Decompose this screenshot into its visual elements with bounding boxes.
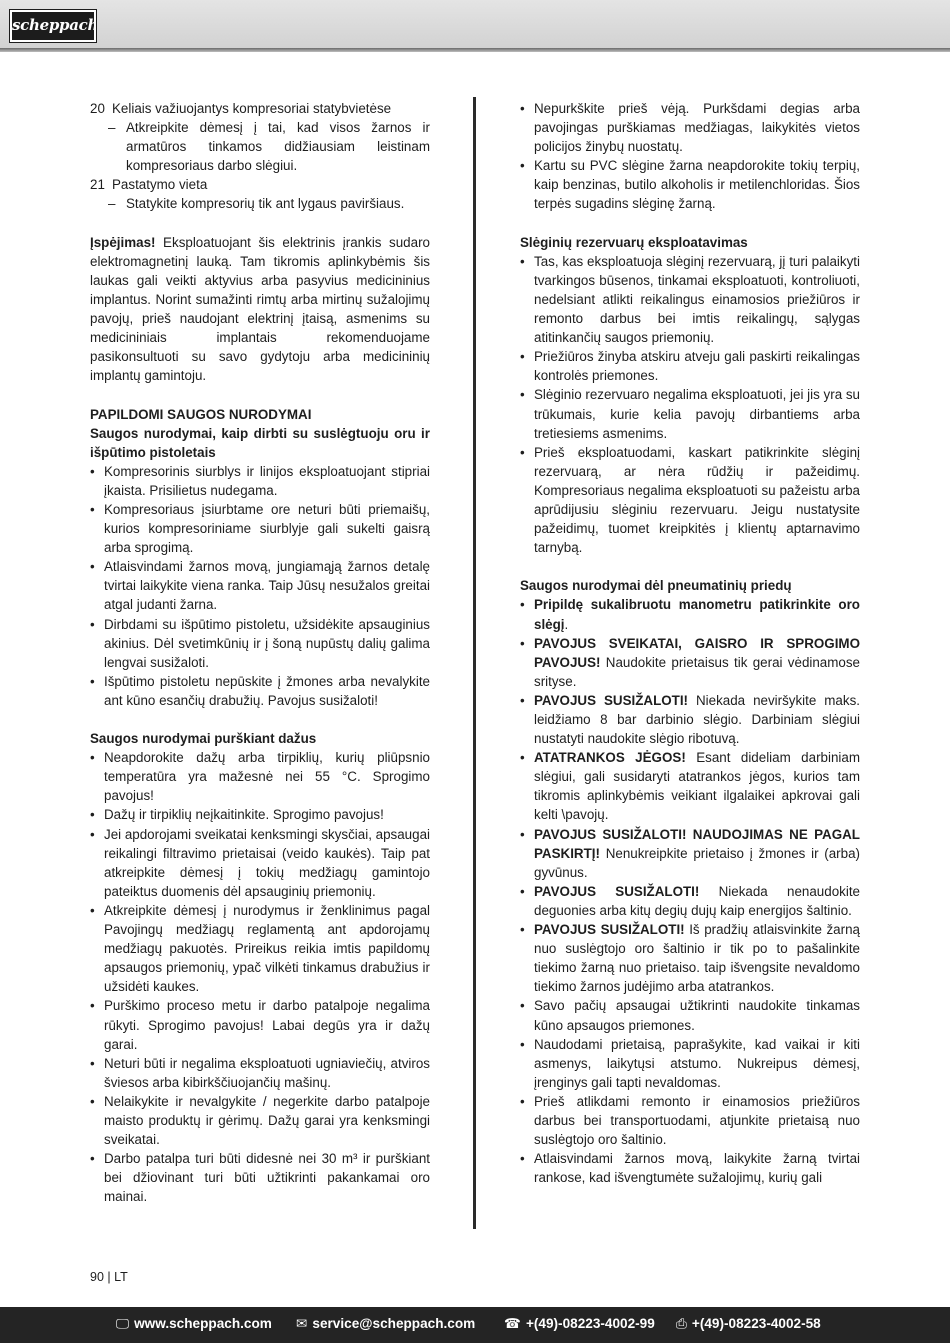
bullet-marker: • xyxy=(520,1036,525,1052)
list-item xyxy=(520,443,860,558)
bullet-marker: • xyxy=(520,883,525,899)
list-item xyxy=(520,99,860,156)
item-title: Keliais važiuojantys kompresoriai statybvietėse xyxy=(112,101,392,116)
list-item-text xyxy=(534,996,860,1034)
dash-item xyxy=(90,194,430,213)
list-item-text: Neturi būti ir negalima eksploatuoti ugniaviečių, atviros šviesos arba kibirkščiuojančių mašinų. xyxy=(104,1055,430,1090)
list-item xyxy=(520,825,860,882)
item-number: 20 xyxy=(90,101,105,116)
bullet-marker: • xyxy=(520,635,525,651)
list-item-body: Iš pradžių atlaisvinkite žarną nuo suslėgtojo oro šaltinio ir tik po to pašalinkite tiekimo žarną nuo prietaiso. taip išvengsite nevaldomo tiekimo žarnos judėjimo arba atatrankos. xyxy=(534,922,860,995)
header-divider xyxy=(0,48,950,52)
dash-text: Atkreipkite dėmesį į tai, kad visos žarnos ir armatūros tinkamos didžiausiam leistinam kompresoriaus darbo slėgiui. xyxy=(126,120,430,174)
list-item xyxy=(520,996,860,1034)
list-item-text: Kartu su PVC slėgine žarna neapdorokite tokių terpių, kaip benzinas, butilo alkoholis ir metilenchloridas. Šios terpės sugadins slėginę žarną. xyxy=(534,158,860,212)
list-item xyxy=(520,920,860,996)
list-item-body: Prieš atlikdami remonto ir einamosios priežiūros darbus bei transportuodami, atjunkite prietaisą nuo suslėgtojo oro šaltinio. xyxy=(534,1093,860,1148)
list-item-text: Atkreipkite dėmesį į nurodymus ir ženklinimus pagal Pavojingų medžiagų reglamentą ant apdorojamų medžiagų pakuotės. Prireikus reikia imtis papildomų apsaugos priemonių, ypač vilkėti tinkamus drabužius ir užsidėti kaukes. xyxy=(104,902,430,995)
bullet-marker: • xyxy=(90,616,95,632)
header-bar xyxy=(0,0,950,48)
bullet-marker: • xyxy=(520,101,525,116)
list-item-text xyxy=(534,920,860,996)
bullet-marker: • xyxy=(90,1151,95,1167)
subsection-title: Saugos nurodymai, kaip dirbti su suslėgtuoju oru ir išpūtimo pistoletais xyxy=(90,425,430,460)
list-item-emphasis: PAVOJUS SUSIŽALOTI! NAUDOJIMAS NE PAGAL PASKIRTĮ! xyxy=(534,826,860,861)
list-item-body: Nenukreipkite prietaiso į žmones ir (arba) gyvūnus. xyxy=(534,845,860,880)
list-item xyxy=(90,825,430,901)
bullet-marker: • xyxy=(520,750,525,766)
dash-marker: – xyxy=(108,196,116,212)
warning-label: Įspėjimas! xyxy=(90,234,156,250)
bullet-marker: • xyxy=(520,692,525,708)
bullet-list xyxy=(520,252,860,558)
right-column xyxy=(520,99,860,1187)
list-item-text xyxy=(534,691,860,748)
bullet-marker: • xyxy=(90,826,95,842)
subsection-title: Slėginių rezervuarų eksploatavimas xyxy=(520,234,748,250)
footer-email-text: service@scheppach.com xyxy=(312,1316,476,1331)
list-item-text: Dirbdami su išpūtimo pistoletu, užsidėkite apsauginius akinius. Dėl svetimkūnių ir į šoną nupūstų dalių galima lengvai susižaloti. xyxy=(104,616,430,670)
item-number: 21 xyxy=(90,177,105,193)
bullet-marker: • xyxy=(520,1151,525,1167)
list-item xyxy=(90,805,430,824)
bullet-marker: • xyxy=(520,253,525,269)
list-item-emphasis: PAVOJUS SUSIŽALOTI! xyxy=(534,692,689,708)
list-item-body: . xyxy=(564,616,569,632)
list-item-body: Niekada neviršykite maks. leidžiamo 8 bar darbinio slėgio. Darbiniam slėgiui nustatyti naudokite slėgio ribotuvą. xyxy=(534,692,860,747)
monitor-icon: 🖵 xyxy=(116,1316,130,1331)
list-item-body: Naudodami prietaisą, paprašykite, kad vaikai ir kiti asmenys, laikytųsi atstumo. Nukreipus dėmesį, įrenginys gali tapti nevaldomas. xyxy=(534,1036,860,1090)
warning-text: Eksploatuojant šis elektrinis įrankis sudaro elektromagnetinį lauką. Tam tikromis aplinkybėmis šis laukas gali veikti aktyvius arba pasyvius medicininius implantus. Norint sumažinti rimtų arba mirtinų sužalojimų pavojų, prieš naudojant elektrinį įtaisą, asmenims su medicininiais implantais rekomenduojame pasikonsultuoti su savo gydytoju arba medicininių implantų gamintoju. xyxy=(90,234,430,384)
list-item-text: Dažų ir tirpiklių neįkaitinkite. Sprogimo pavojus! xyxy=(104,807,384,823)
footer-fax-text: +(49)-08223-4002-58 xyxy=(691,1316,821,1331)
page-number: 90 | LT xyxy=(90,1270,128,1284)
footer-phone-text: +(49)-08223-4002-99 xyxy=(525,1316,655,1331)
bullet-marker: • xyxy=(90,501,95,517)
bullet-marker: • xyxy=(90,750,95,766)
list-item-emphasis: PAVOJUS SVEIKATAI, GAISRO IR SPROGIMO PAVOJUS! xyxy=(534,635,860,670)
list-item-text: Prieš eksploatuodami, kaskart patikrinkite slėginį rezervuarą, ar nėra rūdžių ir pažeidimų. Kompresoriaus negalima eksploatuoti su pažeistu arba aprūdijusiu slėginiu rezervuaru. Jeigu nustatysite pažeidimų, tuomet kreipkitės į klientų aptarnavimo tarnybą. xyxy=(534,444,860,556)
list-item xyxy=(520,156,860,213)
list-item-body: Atlaisvindami žarnos movą, laikykite žarną tvirtai rankose, kad išvengtumėte sužalojimų, kurių gali xyxy=(534,1151,860,1186)
numbered-item xyxy=(90,175,430,194)
bullet-marker: • xyxy=(520,922,525,938)
list-item xyxy=(90,996,430,1053)
list-item xyxy=(520,882,860,920)
bullet-list xyxy=(520,99,860,214)
bullet-marker: • xyxy=(520,387,525,403)
list-item-text xyxy=(534,882,860,920)
list-item-text: Neapdorokite dažų arba tirpiklių, kurių pliūpsnio temperatūra yra mažesnė nei 55 °C. Sprogimo pavojus! xyxy=(104,750,430,804)
list-item-text: Kompresorinis siurblys ir linijos eksploatuojant stipriai įkaista. Prisilietus nudegama. xyxy=(104,463,430,498)
bullet-marker: • xyxy=(520,1093,525,1109)
list-item xyxy=(90,500,430,557)
section-title: PAPILDOMI SAUGOS NURODYMAI xyxy=(90,406,312,422)
list-item xyxy=(520,595,860,633)
list-item-text xyxy=(534,1149,860,1187)
envelope-icon: ✉ xyxy=(296,1316,308,1331)
list-item xyxy=(520,385,860,442)
list-item-body: Niekada nenaudokite deguonies arba kitų degių dujų kaip energijos šaltinio. xyxy=(534,883,860,918)
list-item-text: Jei apdorojami sveikatai kenksmingi skysčiai, apsaugai reikalingi filtravimo prietaisai (veido kaukės). Taip pat atkreipkite dėmesį į tokių medžiagų gamintojo pateiktus duomenis dėl apsauginių priemonių. xyxy=(104,826,430,899)
bullet-list xyxy=(90,748,430,1206)
footer-web[interactable] xyxy=(116,1316,272,1332)
bullet-marker: • xyxy=(520,444,525,460)
footer-email[interactable] xyxy=(296,1316,475,1332)
item-title: Pastatymo vieta xyxy=(112,177,208,193)
list-item-body: Esant dideliam darbiniam slėgiui, gali susidaryti atatrankos jėgos, kurios tam tikromis aplinkybėmis veikiant ilgalaikei apkrovai gali kelti \pavojų. xyxy=(534,750,860,823)
list-item-text xyxy=(534,825,860,882)
list-item xyxy=(520,691,860,748)
column-divider xyxy=(473,97,476,1229)
subsection-title: Saugos nurodymai dėl pneumatinių priedų xyxy=(520,578,792,594)
list-item xyxy=(90,1054,430,1092)
list-item-emphasis: PAVOJUS SUSIŽALOTI! xyxy=(534,883,700,899)
numbered-item xyxy=(90,99,430,118)
scheppach-logo: scheppach xyxy=(10,10,96,42)
list-item xyxy=(90,462,430,500)
list-item xyxy=(520,347,860,385)
bullet-marker: • xyxy=(520,826,525,842)
list-item xyxy=(90,748,430,805)
list-item-text: Priežiūros žinyba atskiru atveju gali paskirti reikalingas kontrolės priemones. xyxy=(534,349,860,384)
list-item-text: Tas, kas eksploatuoja slėginį rezervuarą, jį turi palaikyti tvarkingos būsenos, tinkamai eksploatuoti, kontroliuoti, nedelsiant atlikti reikalingus einamosios priežiūros ir remonto darbus bei imtis reikalingų, sąlygas atitinkančių saugos priemonių. xyxy=(534,253,860,346)
bullet-marker: • xyxy=(520,998,525,1014)
bullet-marker: • xyxy=(90,559,95,575)
list-item-text: Nepurkškite prieš vėją. Purkšdami degias arba pavojingas purškiamas medžiagas, laikykitės vietos policijos žinybų nuostatų. xyxy=(534,101,860,155)
list-item xyxy=(520,1035,860,1092)
list-item xyxy=(90,672,430,710)
phone-icon: ☎ xyxy=(504,1316,521,1331)
bullet-marker: • xyxy=(90,463,95,479)
list-item xyxy=(90,1092,430,1149)
list-item-text xyxy=(534,595,860,633)
list-item-text: Darbo patalpa turi būti didesnė nei 30 m³ ir purškiant bei džiovinant turi būti užtikrinti pakankamai oro mainai. xyxy=(104,1151,430,1205)
list-item-text xyxy=(534,748,860,824)
list-item xyxy=(520,634,860,691)
bullet-marker: • xyxy=(90,998,95,1014)
list-item-text: Nelaikykite ir nevalgykite / negerkite darbo patalpoje maisto produktų ir gėrimų. Dažų garai yra kenksmingi sveikatai. xyxy=(104,1093,430,1148)
list-item-text xyxy=(534,634,860,691)
bullet-marker: • xyxy=(90,807,95,823)
bullet-marker: • xyxy=(90,1093,95,1109)
bullet-marker: • xyxy=(520,349,525,365)
list-item-text: Atlaisvindami žarnos movą, jungiamąją žarnos detalę tvirtai laikykite viena ranka. Taip Jūsų nesužalos greitai atgal judanti žarna. xyxy=(104,559,430,613)
dash-text: Statykite kompresorių tik ant lygaus paviršiaus. xyxy=(126,196,405,212)
list-item-text: Purškimo proceso metu ir darbo patalpoje negalima rūkyti. Sprogimo pavojus! Labai degūs yra ir dažų garai. xyxy=(104,998,430,1052)
left-column xyxy=(90,99,430,1206)
list-item-body: Naudokite prietaisus tik gerai vėdinamose srityse. xyxy=(534,654,860,689)
bullet-marker: • xyxy=(90,902,95,918)
list-item xyxy=(520,252,860,347)
fax-icon: ⎙ xyxy=(676,1316,687,1331)
list-item xyxy=(90,1149,430,1206)
footer-phone[interactable] xyxy=(504,1316,655,1332)
list-item-text: Kompresoriaus įsiurbtame ore neturi būti priemaišų, kurios kompresoriniame siurblyje gali sukelti gaisrą arba sprogimą. xyxy=(104,501,430,556)
warning-paragraph xyxy=(90,233,430,386)
list-item xyxy=(90,557,430,614)
bullet-marker: • xyxy=(90,1055,95,1071)
list-item xyxy=(90,615,430,672)
bullet-marker: • xyxy=(520,597,525,613)
list-item-emphasis: PAVOJUS SUSIŽALOTI! xyxy=(534,922,685,938)
list-item-text: Išpūtimo pistoletu nepūskite į žmones arba nevalykite ant kūno esančių drabužių. Pavojus susižaloti! xyxy=(104,673,430,708)
bullet-marker: • xyxy=(90,673,95,689)
bullet-list xyxy=(520,595,860,1187)
dash-marker: – xyxy=(108,120,116,136)
bullet-list xyxy=(90,462,430,710)
footer-fax xyxy=(676,1316,821,1332)
subsection-title: Saugos nurodymai purškiant dažus xyxy=(90,731,317,747)
dash-item xyxy=(90,118,430,175)
list-item xyxy=(90,901,430,996)
list-item-text xyxy=(534,1092,860,1149)
bullet-marker: • xyxy=(520,158,525,174)
list-item-text xyxy=(534,1035,860,1092)
list-item xyxy=(520,1149,860,1187)
list-item xyxy=(520,1092,860,1149)
footer-bar xyxy=(0,1307,950,1343)
list-item-body: Savo pačių apsaugai užtikrinti naudokite tinkamas kūno apsaugos priemones. xyxy=(534,998,860,1033)
footer-web-text: www.scheppach.com xyxy=(134,1316,272,1331)
list-item-text: Slėginio rezervuaro negalima eksploatuoti, jei jis yra su trūkumais, kurie kelia pavojų dirbantiems arba tretiesiems asmenims. xyxy=(534,387,861,441)
list-item-emphasis: ATATRANKOS JĖGOS! xyxy=(534,750,686,766)
list-item xyxy=(520,748,860,824)
list-item-emphasis: Pripildę sukalibruotu manometru patikrinkite oro slėgį xyxy=(534,597,860,632)
